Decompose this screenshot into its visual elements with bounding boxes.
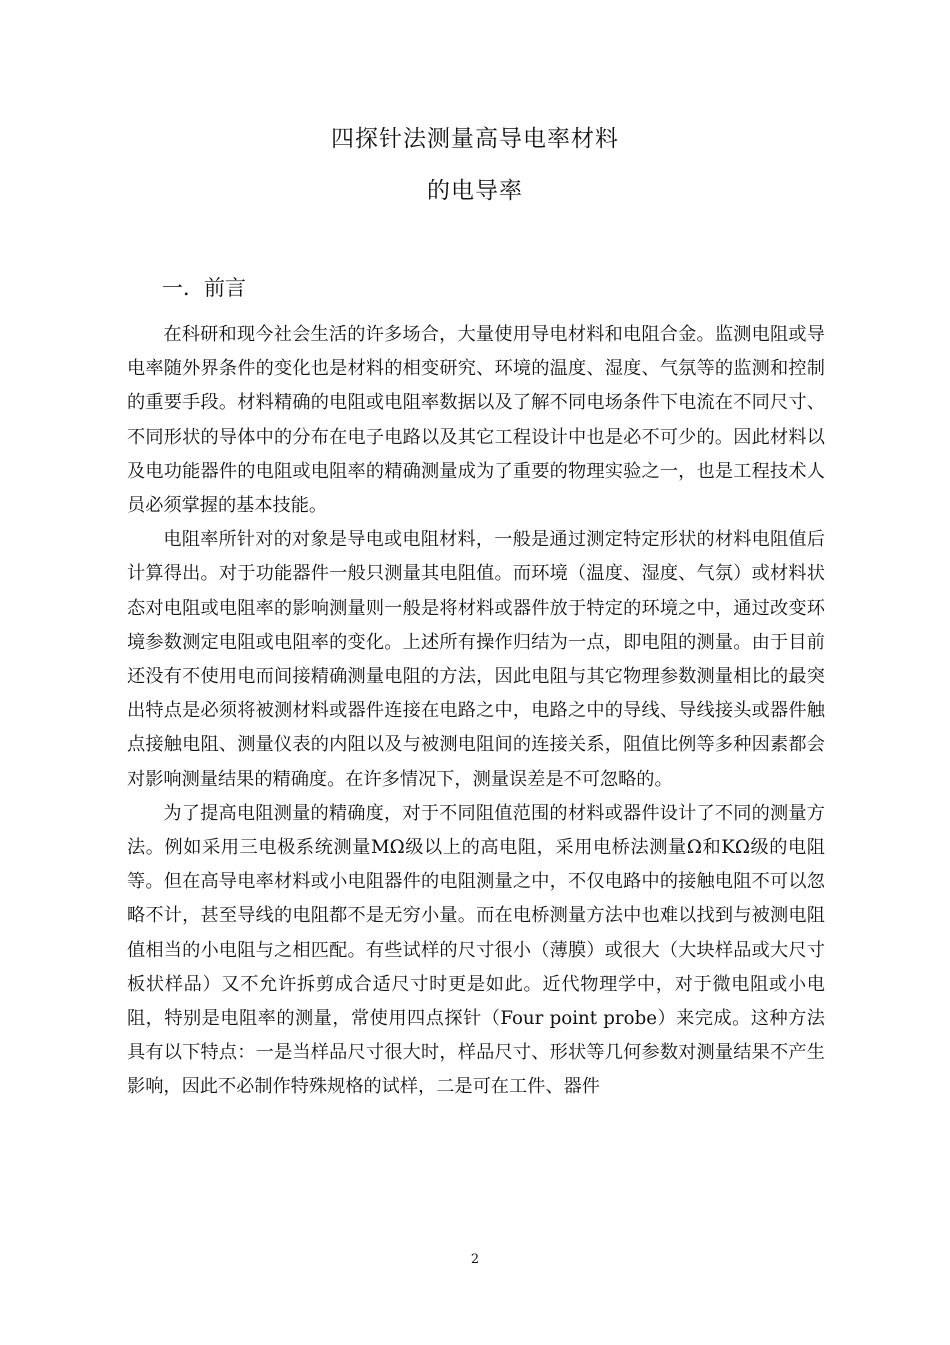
page-number: 2 xyxy=(470,1252,480,1267)
section-body xyxy=(127,318,825,1105)
paragraph-2: 电阻率所针对的对象是导电或电阻材料，一般是通过测定特定形状的材料电阻值后计算得出。对于功能器件一般只测量其电阻值。而环境（温度、湿度、气氛）或材料状态对电阻或电阻率的影响测量则一般是将材料或器件放于特定的环境之中，通过改变环境参数测定电阻或电阻率的变化。上述所有操作归结为一点，即电阻的测量。由于目前还没有不使用电而间接精确测量电阻的方法，因此电阻与其它物理参数测量相比的最突出特点是必须将被测材料或器件连接在电路之中，电路之中的导线、导线接头或器件触点接触电阻、测量仪表的内阻以及与被测电阻间的连接关系，阻值比例等多种因素都会对影响测量结果的精确度。在许多情况下，测量误差是不可忽略的。 xyxy=(127,529,825,790)
document-title-line-2: 的电导率 xyxy=(427,178,523,204)
section-heading: 一．前言 xyxy=(162,276,246,300)
paragraph-3: 为了提高电阻测量的精确度，对于不同阻值范围的材料或器件设计了不同的测量方法。例如采用三电极系统测量MΩ级以上的高电阻，采用电桥法测量Ω和KΩ级的电阻等。但在高导电率材料或小电阻器件的电阻测量之中，不仅电路中的接触电阻不可以忽略不计，甚至导线的电阻都不是无穷小量。而在电桥测量方法中也难以找到与被测电阻值相当的小电阻与之相匹配。有些试样的尺寸很小（薄膜）或很大（大块样品或大尺寸板状样品）又不允许拆剪成合适尺寸时更是如此。近代物理学中，对于微电阻或小电阻，特别是电阻率的测量，常使用四点探针（Four point probe）来完成。这种方法具有以下特点：一是当样品尺寸很大时，样品尺寸、形状等几何参数对测量结果不产生影响，因此不必制作特殊规格的试样，二是可在工件、器件 xyxy=(127,802,825,1098)
paragraph-1: 在科研和现今社会生活的许多场合，大量使用导电材料和电阻合金。监测电阻或导电率随外界条件的变化也是材料的相变研究、环境的温度、湿度、气氛等的监测和控制的重要手段。材料精确的电阻或电阻率数据以及了解不同电场条件下电流在不同尺寸、不同形状的导体中的分布在电子电路以及其它工程设计中也是必不可少的。因此材料以及电功能器件的电阻或电阻率的精确测量成为了重要的物理实验之一，也是工程技术人员必须掌握的基本技能。 xyxy=(127,324,825,517)
document-title-line-1: 四探针法测量高导电率材料 xyxy=(331,126,619,152)
